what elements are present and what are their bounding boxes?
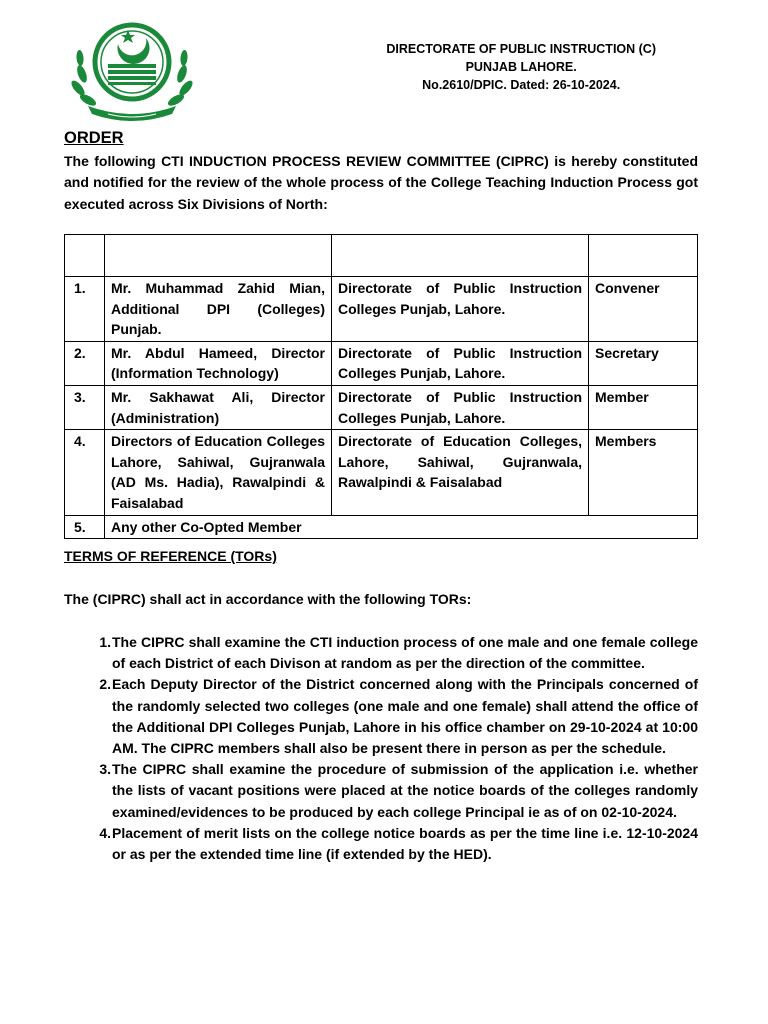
member-office: Directorate of Education Colleges, Lahore, Sahiwal, Gujranwala, Rawalpindi & Faisalabad bbox=[332, 430, 589, 515]
member-number: 3. bbox=[65, 385, 105, 429]
member-office: Directorate of Public Instruction Colleges Punjab, Lahore. bbox=[332, 341, 589, 385]
order-number-date: No.2610/DPIC. Dated: 26-10-2024. bbox=[422, 78, 621, 92]
tor-number: 4. bbox=[99, 824, 111, 841]
member-role: Members bbox=[589, 430, 698, 515]
member-number: 2. bbox=[65, 341, 105, 385]
tor-text: The CIPRC shall examine the CTI induction process of one male and one female college of each District of each Divison at random as per the direction of the committee. bbox=[112, 634, 698, 672]
table-row bbox=[65, 385, 698, 429]
committee-table bbox=[64, 234, 698, 539]
order-title: ORDER bbox=[64, 129, 124, 147]
directorate-location: PUNJAB LAHORE. bbox=[465, 60, 577, 74]
member-role: Convener bbox=[589, 277, 698, 342]
tors-list bbox=[64, 632, 698, 865]
member-name: Mr. Sakhawat Ali, Director (Administration) bbox=[105, 385, 332, 429]
tor-text: The CIPRC shall examine the procedure of submission of the application i.e. whether the lists of vacant positions were placed at the notice boards of the colleges randomly examined/evidences to be produced by each college Principal ie as of on 02-10-2024. bbox=[112, 761, 698, 820]
member-name: Directors of Education Colleges Lahore, Sahiwal, Gujranwala (AD Ms. Hadia), Rawalpindi & Faisalabad bbox=[105, 430, 332, 515]
tors-intro: The (CIPRC) shall act in accordance with the following TORs: bbox=[64, 591, 472, 607]
government-of-punjab-emblem-icon bbox=[68, 18, 196, 122]
table-row bbox=[65, 430, 698, 515]
table-header-row bbox=[65, 235, 698, 277]
tor-number: 1. bbox=[99, 634, 111, 650]
table-row bbox=[65, 277, 698, 342]
member-number: 5. bbox=[65, 515, 105, 539]
tors-title: TERMS OF REFERENCE (TORs) bbox=[64, 548, 277, 564]
list-item bbox=[64, 759, 698, 823]
member-role: Secretary bbox=[589, 341, 698, 385]
list-item bbox=[64, 674, 698, 759]
member-role: Member bbox=[589, 385, 698, 429]
order-intro: The following CTI INDUCTION PROCESS REVIEW COMMITTEE (CIPRC) is hereby constituted and notified for the review of the whole process of the College Teaching Induction Process got executed across Six Divisions of North: bbox=[64, 153, 698, 212]
member-name: Mr. Abdul Hameed, Director (Information Technology) bbox=[105, 341, 332, 385]
letterhead bbox=[386, 40, 656, 94]
table-row bbox=[65, 341, 698, 385]
list-item bbox=[64, 632, 698, 674]
directorate-name: DIRECTORATE OF PUBLIC INSTRUCTION (C) bbox=[386, 42, 656, 56]
member-office: Directorate of Public Instruction Colleges Punjab, Lahore. bbox=[332, 385, 589, 429]
list-item bbox=[64, 823, 698, 865]
tor-text: Placement of merit lists on the college notice boards as per the time line i.e. 12-10-2024 or as per the extended time line (if extended by the HED). bbox=[112, 824, 698, 863]
member-number: 1. bbox=[65, 277, 105, 342]
tor-text: Each Deputy Director of the District concerned along with the Principals concerned of the randomly selected two colleges (one male and one female) shall attend the office of the Additional DPI Colleges Punjab, Lahore in his office chamber on 29-10-2024 at 10:00 AM. The CIPRC members shall also be present there in person as per the schedule. bbox=[112, 676, 698, 757]
member-office: Directorate of Public Instruction Colleges Punjab, Lahore. bbox=[332, 277, 589, 342]
table-row bbox=[65, 515, 698, 539]
member-name: Any other Co-Opted Member bbox=[105, 515, 698, 539]
tor-number: 3. bbox=[99, 761, 111, 778]
member-name: Mr. Muhammad Zahid Mian, Additional DPI (Colleges) Punjab. bbox=[105, 277, 332, 342]
member-number: 4. bbox=[65, 430, 105, 515]
tor-number: 2. bbox=[99, 676, 111, 693]
